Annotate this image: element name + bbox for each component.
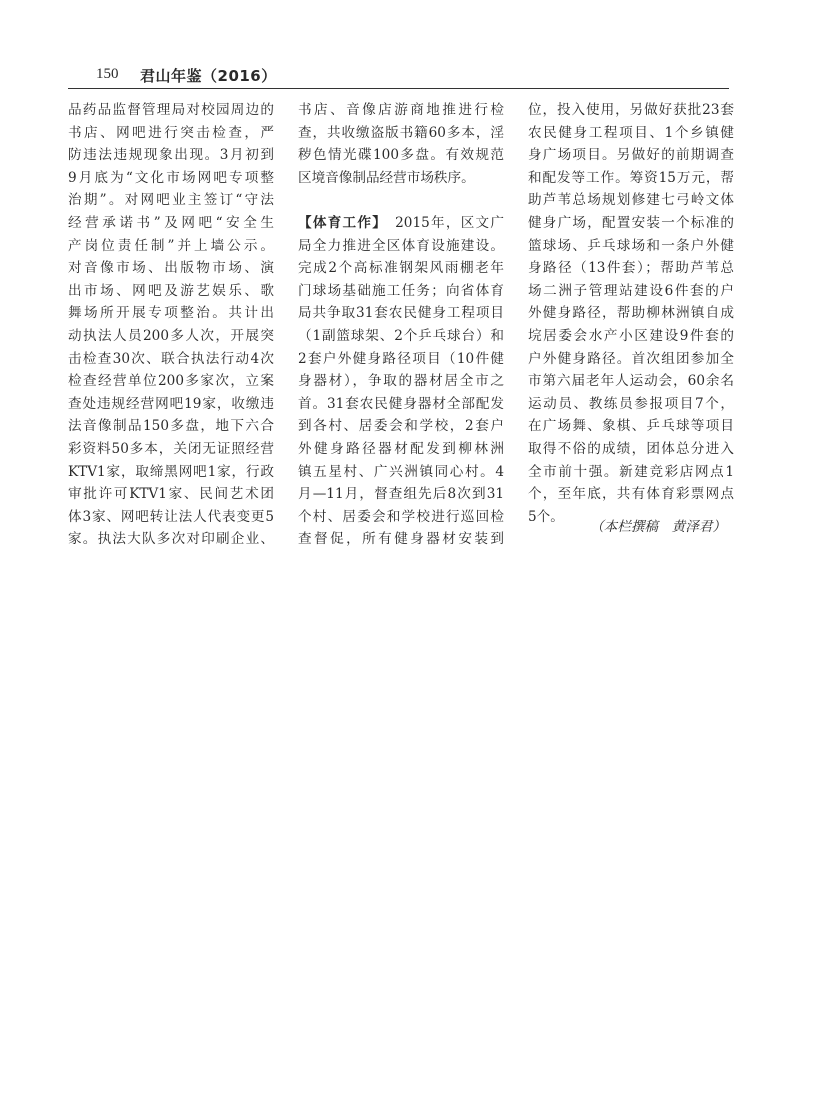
section-heading-line xyxy=(298,212,504,235)
text-line: 身路径（13件套）；帮助芦苇总 xyxy=(528,260,734,277)
text-line: 家。执法大队多次对印刷企业、 xyxy=(68,531,274,548)
text-line: 个，至年底，共有体育彩票网点 xyxy=(528,486,734,503)
text-line: 篮球场、乒乓球场和一条户外健 xyxy=(528,237,734,254)
section-heading-sports: 【体育工作】 xyxy=(298,214,381,231)
text-line: 完成2个高标准钢架风雨棚老年 xyxy=(298,260,504,277)
text-line: 外健身路径，帮助柳林洲镇自成 xyxy=(528,305,734,322)
text-line: 垸居委会水产小区建设9件套的 xyxy=(528,327,734,344)
text-line: 个村、居委会和学校进行巡回检 xyxy=(298,508,504,525)
running-title: 君山年鉴（2016） xyxy=(140,67,277,85)
text-line: 在广场舞、象棋、乒乓球等项目 xyxy=(528,418,734,435)
text-line: 经营承诺书”及网吧“安全生 xyxy=(68,214,274,231)
text-line: 检查经营单位200多家次，立案 xyxy=(68,373,274,390)
section-lead-text: 2015年，区文广 xyxy=(380,214,504,231)
column-2-paragraph-2 xyxy=(298,235,504,551)
text-line: 品药品监督管理局对校园周边的 xyxy=(68,102,274,118)
text-line: 对音像市场、出版物市场、演 xyxy=(68,260,274,277)
text-line: 查督促，所有健身器材安装到 xyxy=(298,531,504,548)
header-rule xyxy=(68,88,729,89)
text-line: 农民健身工程项目、1个乡镇健 xyxy=(528,124,734,141)
text-line: 防违法违规现象出现。3月初到 xyxy=(68,147,274,164)
text-line: 健身广场，配置安装一个标准的 xyxy=(528,214,734,231)
text-line: 法音像制品150多盘，地下六合 xyxy=(68,418,274,435)
text-line: 9月底为“文化市场网吧专项整 xyxy=(68,169,274,186)
column-3 xyxy=(528,99,734,528)
text-line: 全市前十强。新建竞彩店网点1 xyxy=(528,463,734,480)
text-line: 助芦苇总场规划修建七弓岭文体 xyxy=(528,192,734,209)
text-line: 区境音像制品经营市场秩序。 xyxy=(298,169,475,186)
text-line: 到各村、居委会和学校，2套户 xyxy=(298,418,504,435)
text-line: 产岗位责任制”并上墙公示。 xyxy=(68,237,274,254)
text-line: 户外健身路径。首次组团参加全 xyxy=(528,350,734,367)
text-line: KTV1家，取缔黑网吧1家，行政 xyxy=(68,463,274,480)
text-line: 书店、网吧进行突击检查，严 xyxy=(68,124,274,141)
text-line: 审批许可KTV1家、民间艺术团 xyxy=(68,486,274,503)
text-line: 运动员、教练员参报项目7个， xyxy=(528,395,734,412)
page-header xyxy=(68,64,729,88)
text-line: （1副篮球架、2个乒乓球台）和 xyxy=(298,327,504,344)
text-line: 秽色情光碟100多盘。有效规范 xyxy=(298,147,504,164)
text-line: 2套户外健身路径项目（10件健 xyxy=(298,350,504,367)
paragraph-gap xyxy=(298,189,504,212)
author-credit: （本栏撰稿 黄泽君） xyxy=(590,519,726,535)
text-line: 市第六届老年人运动会，60余名 xyxy=(528,373,734,390)
column-1 xyxy=(68,99,274,551)
text-line: 月—11月，督查组先后8次到31 xyxy=(298,486,504,503)
text-line: 身广场项目。另做好的前期调查 xyxy=(528,147,734,164)
text-line: 和配发等工作。筹资15万元，帮 xyxy=(528,169,734,186)
text-line: 场二洲子管理站建设6件套的户 xyxy=(528,282,734,299)
page-number: 150 xyxy=(96,66,119,82)
text-line: 外健身路径器材配发到柳林洲 xyxy=(298,440,504,457)
text-line: 舞场所开展专项整治。共计出 xyxy=(68,305,274,322)
text-line: 体3家、网吧转让法人代表变更5 xyxy=(68,508,274,525)
text-line: 首。31套农民健身器材全部配发 xyxy=(298,395,504,412)
text-line: 位，投入使用，另做好获批23套 xyxy=(528,102,734,118)
text-line: 查，共收缴盗版书籍60多本，淫 xyxy=(298,124,504,141)
text-line: 取得不俗的成绩，团体总分进入 xyxy=(528,440,734,457)
text-line: 局全力推进全区体育设施建设。 xyxy=(298,237,504,254)
text-line: 5个。 xyxy=(528,508,564,525)
text-line: 查处违规经营网吧19家，收缴违 xyxy=(68,395,274,412)
text-line: 彩资料50多本，关闭无证照经营 xyxy=(68,440,274,457)
text-line: 击检查30次、联合执法行动4次 xyxy=(68,350,274,367)
text-line: 出市场、网吧及游艺娱乐、歌 xyxy=(68,282,274,299)
text-line: 书店、音像店游商地推进行检 xyxy=(298,102,504,118)
text-line: 局共争取31套农民健身工程项目 xyxy=(298,305,504,322)
text-line: 治期”。对网吧业主签订“守法 xyxy=(68,192,274,209)
column-2-paragraph-1 xyxy=(298,99,504,189)
text-line: 门球场基础施工任务；向省体育 xyxy=(298,282,504,299)
column-2 xyxy=(298,99,504,551)
text-line: 镇五星村、广兴洲镇同心村。4 xyxy=(298,463,504,480)
text-line: 动执法人员200多人次，开展突 xyxy=(68,327,274,344)
text-line: 身器材），争取的器材居全市之 xyxy=(298,373,504,390)
